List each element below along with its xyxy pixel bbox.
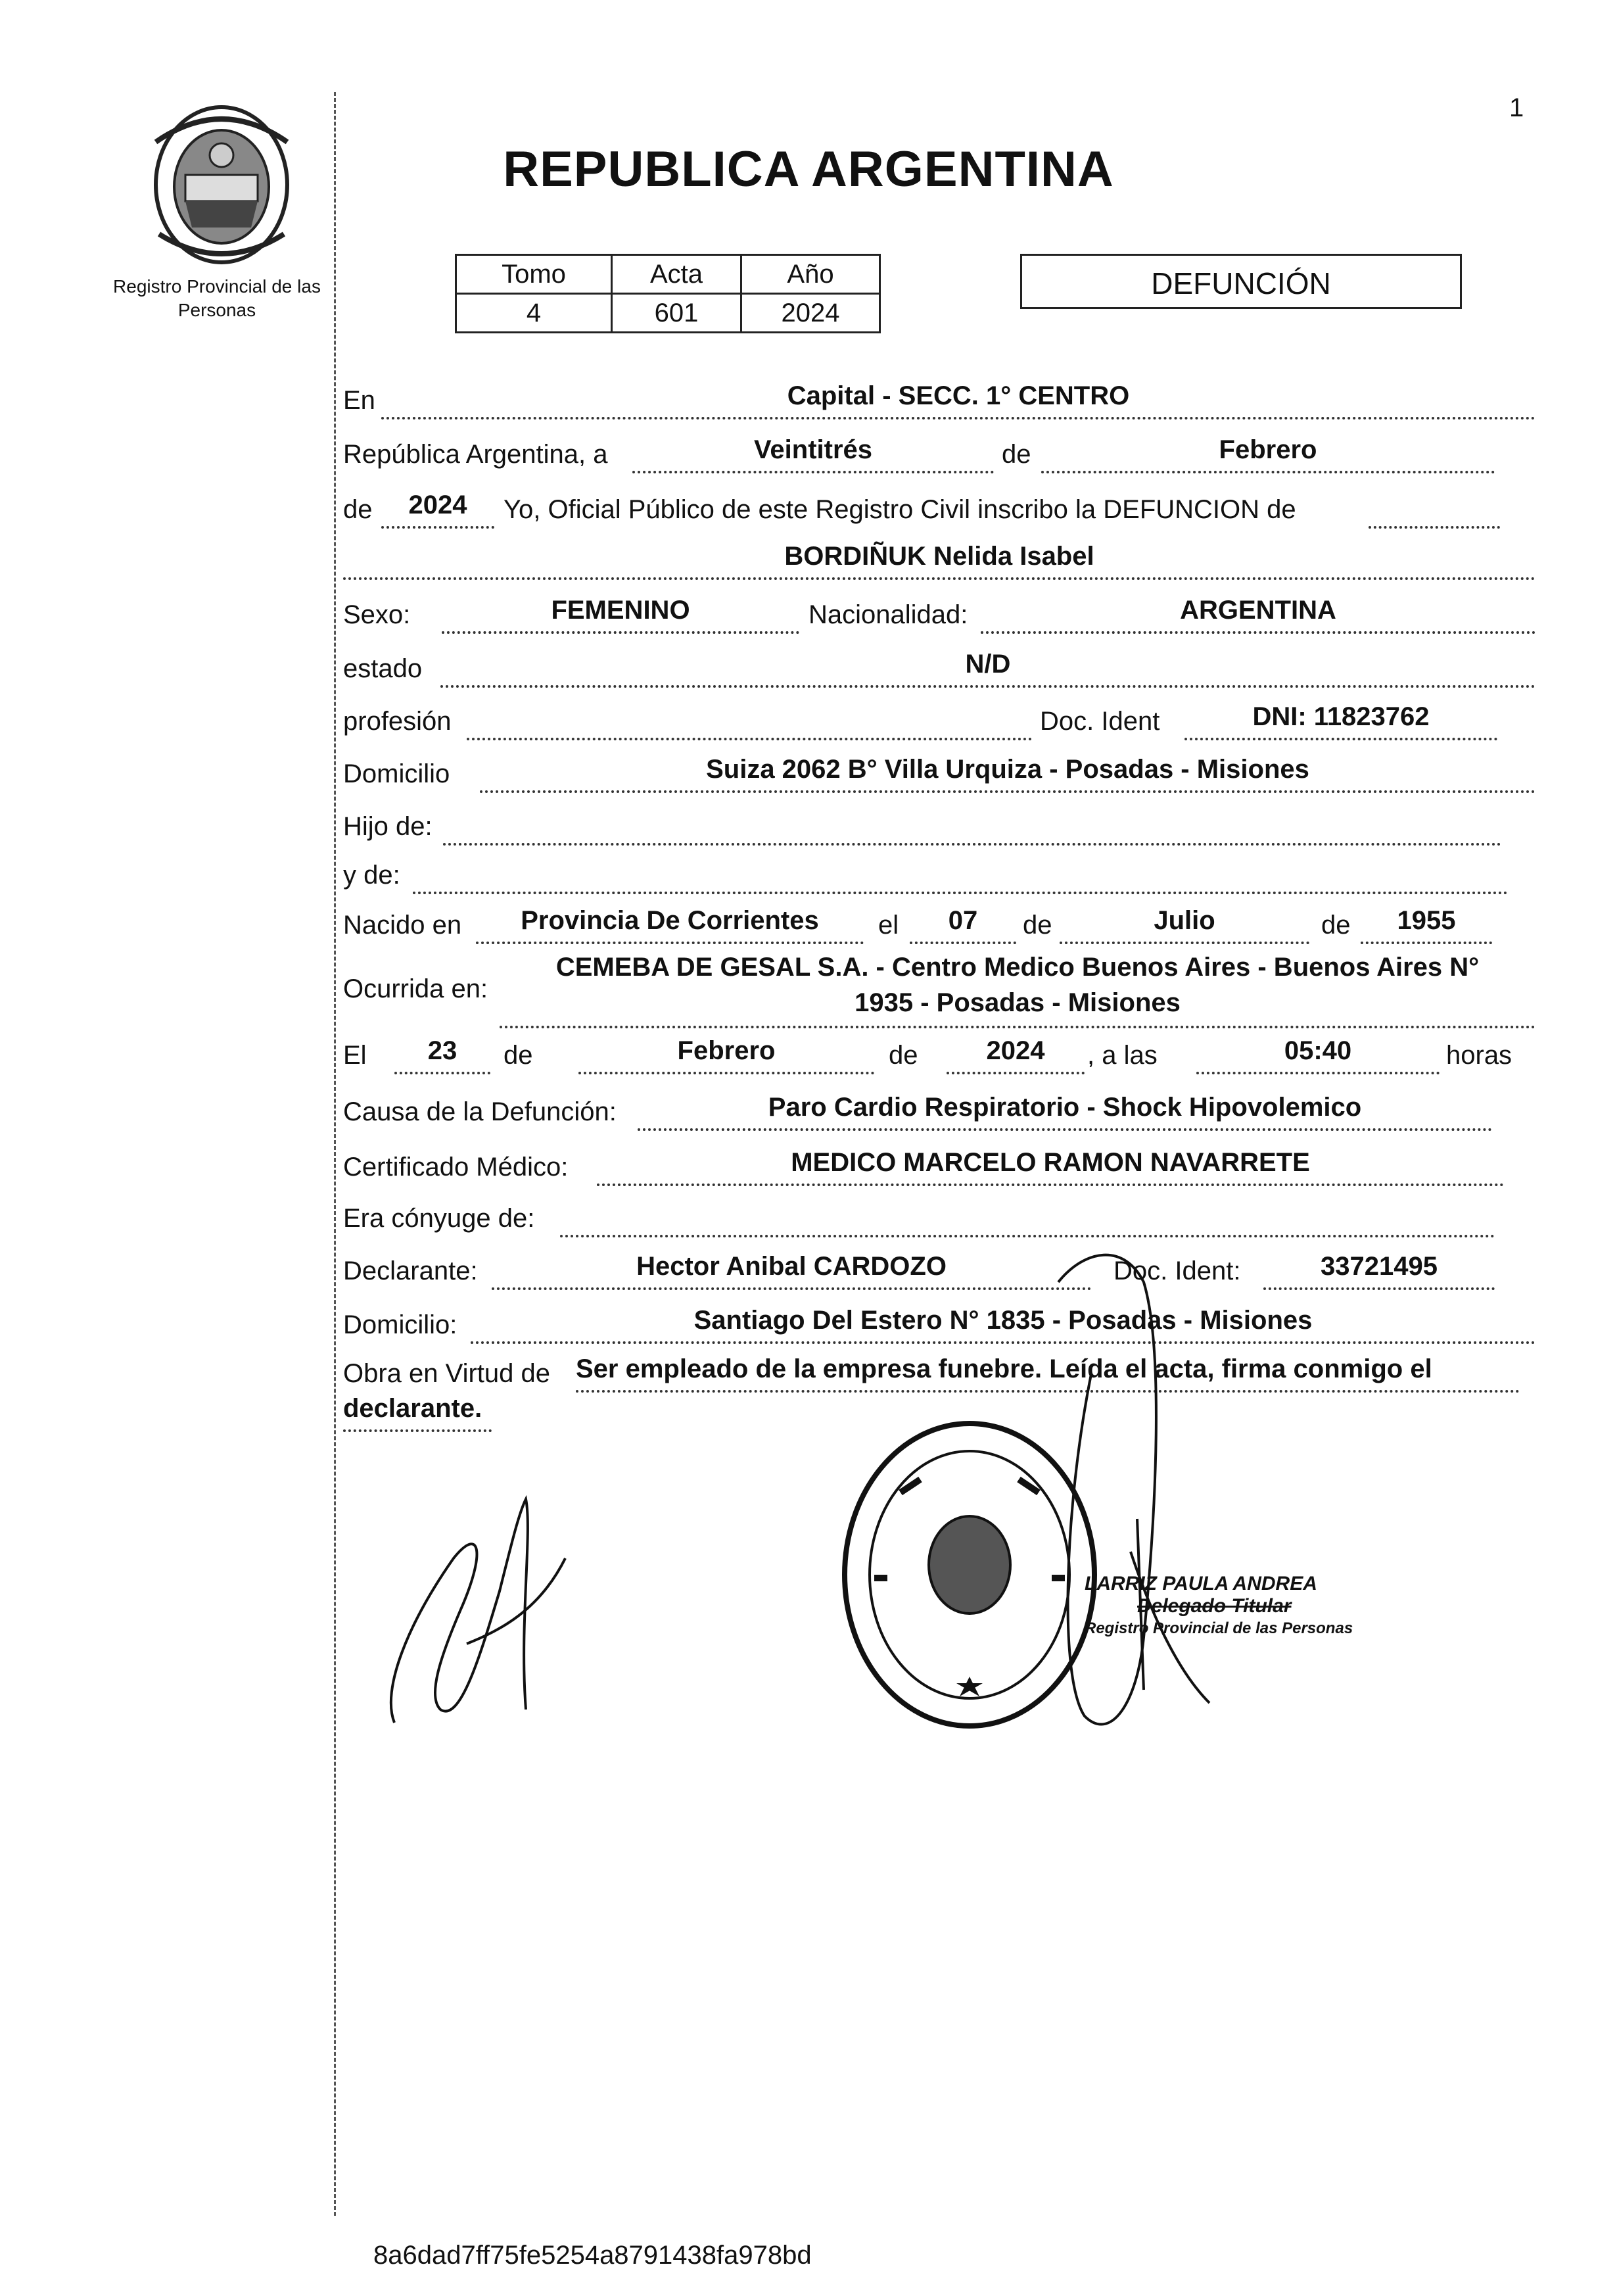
field-causa: Paro Cardio Respiratorio - Shock Hipovolemico xyxy=(638,1089,1492,1131)
label-doc-ident: Doc. Ident xyxy=(1040,707,1160,736)
field-nac-anio: 1955 xyxy=(1361,902,1492,944)
field-profesion xyxy=(467,698,1032,740)
registry-label: Registro Provincial de las Personas xyxy=(113,276,321,320)
record-table-header xyxy=(456,255,880,294)
line-conyuge xyxy=(0,1198,1617,1240)
field-declarante: Hector Anibal CARDOZO xyxy=(492,1248,1091,1290)
field-certificado: MEDICO MARCELO RAMON NAVARRETE xyxy=(597,1144,1504,1186)
field-nac-mes: Julio xyxy=(1060,902,1309,944)
field-anio: 2024 xyxy=(381,487,494,529)
line-fecha xyxy=(0,434,1617,476)
label-profesion: profesión xyxy=(343,707,452,736)
value-tomo: 4 xyxy=(456,294,612,333)
line-profesion xyxy=(0,701,1617,743)
document-hash: 8a6dad7ff75fe5254a8791438fa978bd xyxy=(373,2241,812,2270)
line-anio xyxy=(0,489,1617,531)
line-hijo-de xyxy=(0,806,1617,848)
label-de2: de xyxy=(343,495,373,524)
label-ocurrida-en: Ocurrida en: xyxy=(343,974,488,1003)
label-nacionalidad: Nacionalidad: xyxy=(808,600,968,629)
header-anio: Año xyxy=(741,255,880,294)
label-en: En xyxy=(343,386,375,415)
label-y-de: y de: xyxy=(343,861,400,890)
field-nombre: BORDIÑUK Nelida Isabel xyxy=(343,538,1535,580)
label-obra: Obra en Virtud de xyxy=(343,1359,551,1388)
line-obra-2 xyxy=(0,1393,1617,1435)
label-domicilio2: Domicilio: xyxy=(343,1310,457,1339)
record-table xyxy=(455,254,881,333)
line-domicilio2 xyxy=(0,1304,1617,1347)
label-de5: de xyxy=(504,1041,533,1070)
field-nac-dia: 07 xyxy=(910,902,1016,944)
line-nombre xyxy=(0,540,1617,583)
label-de3: de xyxy=(1023,911,1052,940)
label-a-las: , a las xyxy=(1087,1041,1158,1070)
label-republica: República Argentina, a xyxy=(343,440,608,469)
line-estado xyxy=(0,648,1617,690)
official-stamp-role: Delegado Titular xyxy=(1137,1595,1292,1617)
line-sexo xyxy=(0,594,1617,636)
label-nacido-en: Nacido en xyxy=(343,911,462,940)
header-acta: Acta xyxy=(612,255,741,294)
field-def-dia: 23 xyxy=(394,1032,490,1074)
field-y-de xyxy=(413,852,1508,894)
field-sexo: FEMENINO xyxy=(442,592,799,634)
line-fecha-defuncion xyxy=(0,1035,1617,1077)
line-certificado xyxy=(0,1147,1617,1189)
label-sexo: Sexo: xyxy=(343,600,411,629)
label-domicilio: Domicilio xyxy=(343,759,450,788)
field-declarante-doc: 33721495 xyxy=(1263,1248,1495,1290)
value-acta: 601 xyxy=(612,294,741,333)
label-declarante: Declarante: xyxy=(343,1256,478,1285)
field-obra-1: Ser empleado de la empresa funebre. Leída el acta, firma conmigo el xyxy=(576,1351,1520,1393)
field-nacido-en: Provincia De Corrientes xyxy=(476,902,864,944)
field-blank-1 xyxy=(1369,487,1500,529)
line-obra xyxy=(0,1353,1617,1395)
field-ocurrida-1: CEMEBA DE GESAL S.A. - Centro Medico Buenos Aires - Buenos Aires N° xyxy=(555,953,1480,982)
label-causa: Causa de la Defunción: xyxy=(343,1097,617,1126)
label-yo: Yo, Oficial Público de este Registro Civil inscribo la DEFUNCION de xyxy=(504,495,1296,524)
line-declarante xyxy=(0,1251,1617,1293)
line-y-de xyxy=(0,855,1617,897)
field-def-hora: 05:40 xyxy=(1196,1032,1440,1074)
label-estado: estado xyxy=(343,654,423,683)
official-stamp-name: LARRIZ PAULA ANDREA xyxy=(1085,1573,1317,1594)
label-de4: de xyxy=(1321,911,1351,940)
official-stamp-registry: Registro Provincial de las Personas xyxy=(1085,1619,1353,1637)
field-def-mes: Febrero xyxy=(578,1032,874,1074)
line-causa xyxy=(0,1091,1617,1134)
label-el: el xyxy=(878,911,899,940)
field-dia: Veintitrés xyxy=(632,431,994,473)
field-def-anio: 2024 xyxy=(947,1032,1085,1074)
field-obra-2: declarante. xyxy=(343,1390,492,1432)
label-hijo-de: Hijo de: xyxy=(343,812,433,841)
label-de6: de xyxy=(889,1041,918,1070)
field-nacionalidad: ARGENTINA xyxy=(981,592,1535,634)
label-certificado: Certificado Médico: xyxy=(343,1153,569,1182)
line-nacido xyxy=(0,905,1617,947)
label-doc-ident2: Doc. Ident: xyxy=(1113,1256,1241,1285)
officer-signature-icon xyxy=(1045,1243,1242,1802)
field-conyuge xyxy=(560,1195,1495,1237)
line-domicilio xyxy=(0,753,1617,796)
label-de: de xyxy=(1002,440,1031,469)
field-domicilio: Suiza 2062 B° Villa Urquiza - Posadas - Misiones xyxy=(480,751,1535,793)
value-anio: 2024 xyxy=(741,294,880,333)
label-el2: El xyxy=(343,1041,367,1070)
label-horas: horas xyxy=(1446,1041,1512,1070)
line-lugar xyxy=(0,380,1617,422)
field-declarante-dom: Santiago Del Estero N° 1835 - Posadas - Misiones xyxy=(471,1302,1535,1344)
page-number: 1 xyxy=(1509,93,1524,122)
field-ocurrida xyxy=(500,949,1535,1028)
record-type-box: DEFUNCIÓN xyxy=(1020,254,1462,309)
field-dni: DNI: 11823762 xyxy=(1184,698,1497,740)
field-lugar: Capital - SECC. 1° CENTRO xyxy=(381,377,1535,419)
header-tomo: Tomo xyxy=(456,255,612,294)
official-stamp xyxy=(1085,1573,1353,1640)
document-title: REPUBLICA ARGENTINA xyxy=(503,141,1114,197)
field-ocurrida-2: 1935 - Posadas - Misiones xyxy=(855,988,1181,1017)
field-mes: Febrero xyxy=(1041,431,1495,473)
declarant-signature-icon xyxy=(368,1460,592,1736)
field-hijo-de xyxy=(443,803,1501,846)
record-table-values xyxy=(456,294,880,333)
label-conyuge: Era cónyuge de: xyxy=(343,1204,535,1233)
field-estado: N/D xyxy=(440,646,1535,688)
